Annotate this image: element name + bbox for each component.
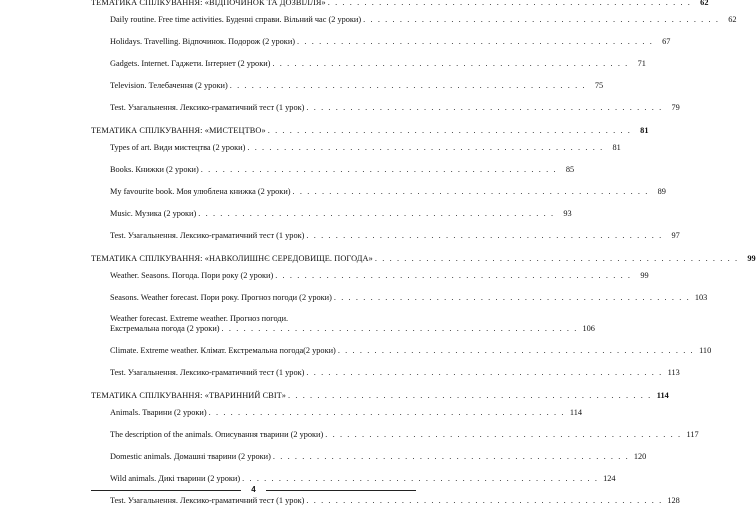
table-of-contents [91, 0, 756, 506]
page-number: 117 [686, 430, 699, 439]
page-number: 81 [640, 126, 649, 135]
dot-leader: . . . . . . . . . . . . . . . . . . . . . . . . . . . . . . . . . . . . . . . . . . . . . . . . . [247, 143, 604, 152]
entry-title-line2-row [110, 324, 595, 334]
dot-leader: . . . . . . . . . . . . . . . . . . . . . . . . . . . . . . . . . . . . . . . . . . . . . . . . . [275, 271, 632, 280]
entry-title: My favourite book. Моя улюблена книжка (2 уроки) [110, 187, 291, 196]
entry-title: Domestic animals. Домашні тварини (2 уроки) [110, 452, 271, 461]
toc-entry[interactable] [91, 368, 680, 378]
page-number: 75 [594, 81, 604, 90]
toc-entry[interactable] [91, 15, 737, 25]
section-heading[interactable] [91, 125, 649, 136]
entry-title: Types of art. Види мистецтва (2 уроки) [110, 143, 246, 152]
toc-entry[interactable] [91, 452, 647, 462]
entry-title: Music. Музика (2 уроки) [110, 209, 197, 218]
entry-title: Gadgets. Internet. Гаджети. Інтернет (2 уроки) [110, 59, 271, 68]
entry-title: Animals. Тварини (2 уроки) [110, 408, 207, 417]
entry-title: The description of the animals. Описування тварини (2 уроки) [110, 430, 324, 439]
entry-title: Books. Книжки (2 уроки) [110, 165, 199, 174]
page-number: 67 [662, 37, 671, 46]
toc-entry[interactable] [91, 496, 680, 506]
dot-leader: . . . . . . . . . . . . . . . . . . . . . . . . . . . . . . . . . . . . . . . . . . . . . . . . . [272, 452, 630, 461]
toc-entry[interactable] [91, 143, 621, 153]
page-number: 114 [569, 408, 583, 417]
page-number: 71 [637, 59, 646, 68]
toc-entry[interactable] [91, 59, 646, 69]
toc-section [91, 125, 680, 241]
page-number: 81 [612, 143, 621, 152]
entry-title: Holidays. Travelling. Відпочинок. Подорож (2 уроки) [110, 37, 296, 46]
page-number: 103 [694, 293, 708, 302]
page-number: 93 [563, 209, 572, 218]
entry-title: Test. Узагальнення. Лексико-граматичний тест (1 урок) [110, 103, 305, 112]
dot-leader: . . . . . . . . . . . . . . . . . . . . . . . . . . . . . . . . . . . . . . . . . . . . . . . . . [337, 346, 695, 355]
footer-rule-right [266, 490, 416, 491]
entry-title-line2: Екстремальна погода (2 уроки) [110, 324, 220, 333]
section-title: ТЕМАТИКА СПІЛКУВАННЯ: «НАВКОЛИШНЄ СЕРЕДОВИЩЕ. ПОГОДА» [91, 254, 373, 263]
page-number: 120 [633, 452, 647, 461]
dot-leader: . . . . . . . . . . . . . . . . . . . . . . . . . . . . . . . . . . . . . . . . . . . . . . . . . [208, 408, 566, 417]
entry-title: Daily routine. Free time activities. Буденні справи. Вільний час (2 уроки) [110, 15, 362, 24]
toc-entry[interactable] [91, 231, 680, 241]
section-title: ТЕМАТИКА СПІЛКУВАННЯ: «МИСТЕЦТВО» [91, 126, 266, 135]
dot-leader: . . . . . . . . . . . . . . . . . . . . . . . . . . . . . . . . . . . . . . . . . . . . . . . . . [229, 81, 587, 90]
section-heading[interactable] [91, 390, 669, 401]
toc-entry[interactable] [91, 103, 680, 113]
section-heading[interactable] [91, 0, 709, 8]
dot-leader: . . . . . . . . . . . . . . . . . . . . . . . . . . . . . . . . . . . . . . . . . . . . . . . . . . [267, 126, 632, 135]
page-number: 106 [582, 324, 595, 333]
dot-leader: . . . . . . . . . . . . . . . . . . . . . . . . . . . . . . . . . . . . . . . . . . . . . . . . . [198, 209, 555, 218]
dot-leader: . . . . . . . . . . . . . . . . . . . . . . . . . . . . . . . . . . . . . . . . . . . . . . . . . [242, 474, 599, 483]
toc-entry[interactable] [91, 187, 666, 197]
page-number: 113 [667, 368, 680, 377]
entry-title: Climate. Extreme weather. Клімат. Екстремальна погода(2 уроки) [110, 346, 336, 355]
dot-leader: . . . . . . . . . . . . . . . . . . . . . . . . . . . . . . . . . . . . . . . . . . . . . . . . . . [374, 254, 739, 263]
toc-entry[interactable] [91, 37, 671, 47]
section-heading[interactable] [91, 253, 756, 264]
toc-entry[interactable] [91, 81, 604, 91]
entry-title: Seasons. Weather forecast. Пори року. Прогноз погоди (2 уроки) [110, 293, 332, 302]
page-number: 124 [603, 474, 616, 483]
page-number: 114 [656, 391, 669, 400]
page-number: 97 [671, 231, 680, 240]
toc-entry[interactable] [91, 474, 616, 484]
section-title: ТЕМАТИКА СПІЛКУВАННЯ: «ВІДПОЧИНОК ТА ДОЗВІЛЛЯ» [91, 0, 326, 7]
dot-leader: . . . . . . . . . . . . . . . . . . . . . . . . . . . . . . . . . . . . . . . . . . . . . . . . . . [327, 0, 692, 7]
page-number: 99 [640, 271, 649, 280]
page-number: 62 [728, 15, 737, 24]
dot-leader: . . . . . . . . . . . . . . . . . . . . . . . . . . . . . . . . . . . . . . . . . . . . . . . . . [200, 165, 558, 174]
page-number: 128 [667, 496, 680, 505]
toc-entry[interactable] [91, 346, 712, 356]
entry-title-line1: Weather forecast. Extreme weather. Прогноз погоди. [110, 314, 289, 323]
page-number: 110 [699, 346, 712, 355]
toc-entry[interactable] [91, 209, 572, 219]
toc-entry[interactable] [91, 165, 575, 175]
footer-page-number: 4 [251, 485, 256, 494]
entry-title: Wild animals. Дикі тварини (2 уроки) [110, 474, 241, 483]
toc-entry[interactable] [91, 314, 595, 334]
dot-leader: . . . . . . . . . . . . . . . . . . . . . . . . . . . . . . . . . . . . . . . . . . . . . . . . . [292, 187, 649, 196]
dot-leader: . . . . . . . . . . . . . . . . . . . . . . . . . . . . . . . . . . . . . . . . . . . . . . . . . [306, 496, 663, 505]
dot-leader: . . . . . . . . . . . . . . . . . . . . . . . . . . . . . . . . . . . . . . . . . . . . . . . . . [272, 59, 629, 68]
entry-title: Television. Телебачення (2 уроки) [110, 81, 228, 90]
page-number: 85 [565, 165, 575, 174]
toc-section [91, 253, 756, 378]
page-number: 62 [700, 0, 709, 7]
dot-leader: . . . . . . . . . . . . . . . . . . . . . . . . . . . . . . . . . . . . . . . . . . . . . . . . . . [288, 391, 652, 400]
entry-title: Test. Узагальнення. Лексико-граматичний тест (1 урок) [110, 231, 305, 240]
dot-leader: . . . . . . . . . . . . . . . . . . . . . . . . . . . . . . . . . . . . . . . . . . . . . . . . . [363, 15, 720, 24]
page-number: 89 [657, 187, 666, 196]
entry-title: Test. Узагальнення. Лексико-граматичний тест (1 урок) [110, 368, 305, 377]
dot-leader: . . . . . . . . . . . . . . . . . . . . . . . . . . . . . . . . . . . . . . . . . . . . . . . . . [306, 231, 663, 240]
page-footer [91, 485, 416, 495]
section-title: ТЕМАТИКА СПІЛКУВАННЯ: «ТВАРИННИЙ СВІТ» [91, 391, 286, 400]
toc-entry[interactable] [91, 430, 699, 440]
dot-leader: . . . . . . . . . . . . . . . . . . . . . . . . . . . . . . . . . . . . . . . . . . . . . . . . . [297, 37, 654, 46]
page-number: 79 [671, 103, 680, 112]
dot-leader: . . . . . . . . . . . . . . . . . . . . . . . . . . . . . . . . . . . . . . . . . . . . . . . . . [306, 368, 663, 377]
toc-entry[interactable] [91, 293, 708, 303]
page-number: 99 [747, 254, 756, 263]
dot-leader: . . . . . . . . . . . . . . . . . . . . . . . . . . . . . . . . . . . . . . . . . . . . . . . . . [333, 293, 691, 302]
toc-entry[interactable] [91, 408, 583, 418]
entry-title: Test. Узагальнення. Лексико-граматичний тест (1 урок) [110, 496, 305, 505]
entry-title: Weather. Seasons. Погода. Пори року (2 уроки) [110, 271, 274, 280]
dot-leader: . . . . . . . . . . . . . . . . . . . . . . . . . . . . . . . . . . . . . . . . . . . . . . . . . [325, 430, 682, 439]
dot-leader: . . . . . . . . . . . . . . . . . . . . . . . . . . . . . . . . . . . . . . . . . . . . . . . . . [221, 324, 578, 333]
toc-entry[interactable] [91, 271, 649, 281]
dot-leader: . . . . . . . . . . . . . . . . . . . . . . . . . . . . . . . . . . . . . . . . . . . . . . . . . [306, 103, 663, 112]
toc-section [91, 0, 737, 113]
